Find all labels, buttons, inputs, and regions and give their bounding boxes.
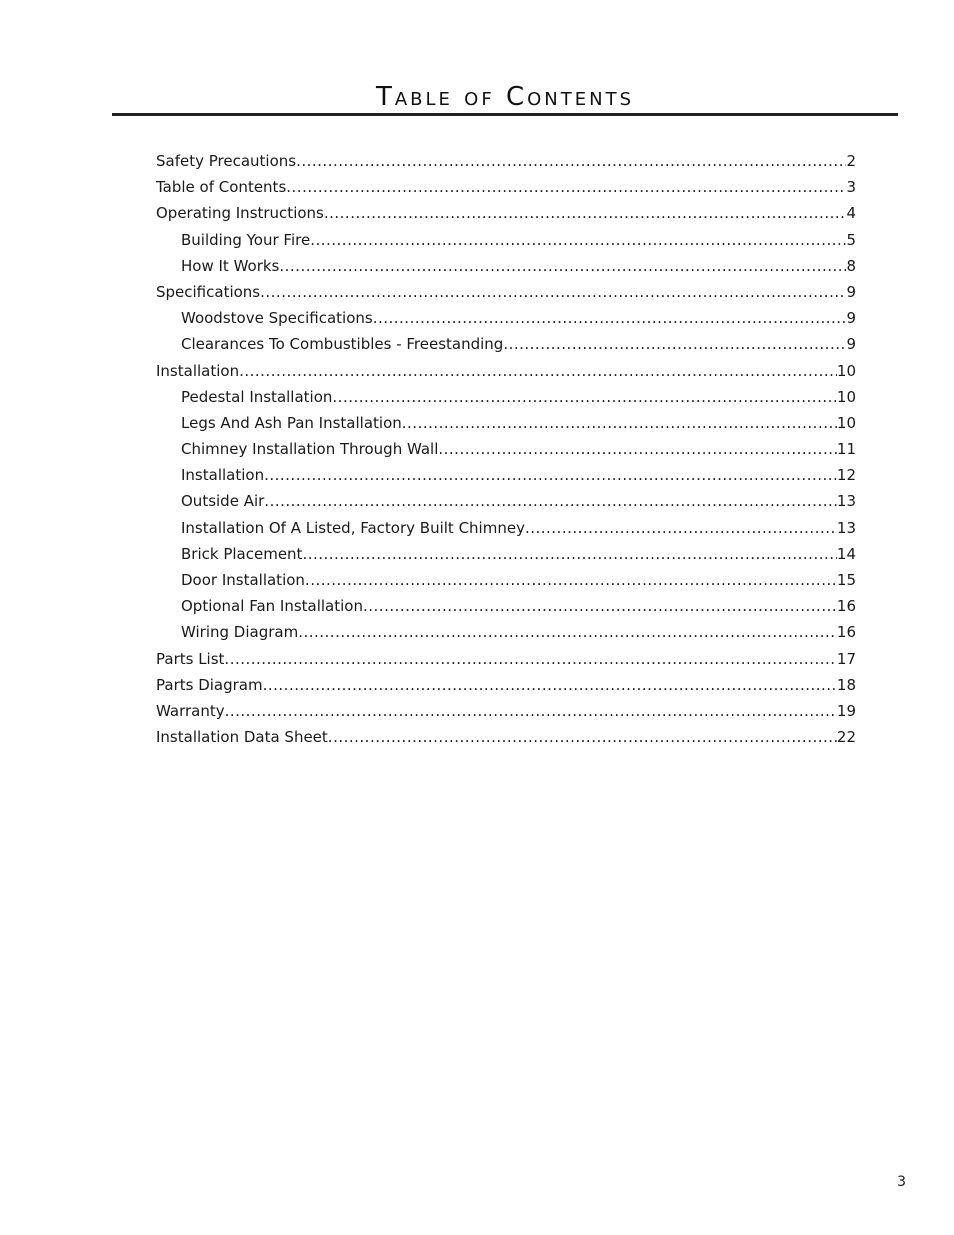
toc-leader-dots	[363, 593, 837, 619]
toc-leader-dots	[264, 462, 837, 488]
toc-entry-label: Door Installation	[181, 571, 305, 589]
toc-entry[interactable]	[156, 488, 856, 514]
toc-entry-page: 12	[836, 466, 856, 485]
toc-entry-page: 10	[836, 361, 856, 380]
toc-entry-page: 19	[836, 701, 856, 720]
toc-entry[interactable]	[156, 646, 856, 672]
toc-entry-page: 15	[836, 571, 856, 589]
toc-entry-page: 9	[846, 282, 856, 301]
toc-leader-dots	[332, 384, 837, 410]
toc-entry-page: 8	[846, 256, 856, 275]
toc-entry[interactable]	[156, 200, 856, 226]
toc-entry[interactable]	[156, 384, 856, 410]
toc-leader-dots	[286, 174, 846, 200]
toc-entry-page: 2	[846, 152, 856, 170]
toc-entry-label: Clearances To Combustibles - Freestanding	[181, 335, 504, 354]
table-of-contents	[156, 148, 856, 750]
toc-entry-label: Wiring Diagram	[181, 623, 299, 642]
toc-entry-label: Table of Contents	[156, 178, 287, 197]
title-underline	[112, 113, 898, 116]
toc-entry-page: 14	[836, 544, 856, 563]
toc-entry-label: Woodstove Specifications	[181, 309, 373, 328]
toc-leader-dots	[328, 724, 837, 750]
toc-leader-dots	[438, 436, 837, 462]
toc-entry-page: 13	[836, 518, 856, 537]
toc-entry[interactable]	[156, 567, 856, 593]
toc-entry[interactable]	[156, 593, 856, 619]
toc-entry-label: Installation Of A Listed, Factory Built Chimney	[181, 518, 525, 537]
toc-entry-label: Installation Data Sheet	[156, 728, 328, 747]
toc-entry-label: Safety Precautions	[156, 152, 297, 170]
toc-entry-label: How It Works	[181, 256, 280, 275]
toc-entry-label: Brick Placement	[181, 544, 303, 563]
toc-entry[interactable]	[156, 410, 856, 436]
toc-entry[interactable]	[156, 672, 856, 698]
toc-entry[interactable]	[156, 698, 856, 724]
toc-entry[interactable]	[156, 253, 856, 279]
toc-entry-label: Parts Diagram	[156, 675, 263, 694]
toc-entry-page: 22	[836, 728, 856, 747]
toc-entry-page: 4	[846, 204, 856, 223]
toc-entry-page: 9	[846, 309, 856, 328]
toc-leader-dots	[263, 672, 837, 698]
toc-leader-dots	[302, 541, 836, 567]
toc-leader-dots	[264, 488, 837, 514]
toc-entry[interactable]	[156, 331, 856, 357]
toc-entry-page: 9	[846, 335, 856, 354]
toc-leader-dots	[525, 515, 837, 541]
toc-leader-dots	[225, 698, 837, 724]
toc-entry-label: Outside Air	[181, 492, 265, 511]
toc-leader-dots	[402, 410, 837, 436]
toc-leader-dots	[224, 646, 836, 672]
toc-entry-page: 3	[846, 178, 856, 197]
toc-entry-page: 16	[836, 597, 856, 616]
toc-entry-label: Parts List	[156, 649, 225, 668]
toc-entry-label: Optional Fan Installation	[181, 597, 363, 616]
toc-entry-page: 18	[836, 675, 856, 694]
toc-entry-page: 5	[846, 230, 856, 249]
toc-leader-dots	[503, 331, 846, 357]
toc-leader-dots	[373, 305, 847, 331]
toc-entry[interactable]	[156, 541, 856, 567]
page-title: Table of Contents	[375, 82, 635, 112]
toc-entry[interactable]	[156, 358, 856, 384]
page-number: 3	[897, 1174, 906, 1190]
toc-entry[interactable]	[156, 227, 856, 253]
toc-entry-label: Installation	[156, 361, 240, 380]
toc-entry-page: 10	[836, 387, 856, 406]
toc-entry-label: Building Your Fire	[181, 230, 311, 249]
toc-entry-label: Warranty	[156, 701, 225, 720]
toc-leader-dots	[324, 200, 847, 226]
toc-entry-page: 11	[836, 440, 856, 459]
toc-entry-page: 16	[836, 623, 856, 642]
toc-entry[interactable]	[156, 724, 856, 750]
toc-entry[interactable]	[156, 619, 856, 645]
toc-entry-label: Operating Instructions	[156, 204, 324, 223]
toc-entry-label: Chimney Installation Through Wall	[181, 440, 439, 459]
toc-leader-dots	[239, 358, 837, 384]
toc-entry-page: 10	[836, 413, 856, 432]
toc-entry[interactable]	[156, 436, 856, 462]
toc-entry-label: Installation	[181, 466, 265, 485]
toc-entry[interactable]	[156, 515, 856, 541]
toc-entry[interactable]	[156, 148, 856, 174]
toc-entry[interactable]	[156, 305, 856, 331]
toc-leader-dots	[298, 619, 837, 645]
toc-leader-dots	[296, 148, 846, 174]
toc-entry-label: Pedestal Installation	[181, 387, 333, 406]
toc-leader-dots	[305, 567, 837, 593]
toc-leader-dots	[260, 279, 846, 305]
toc-entry-label: Legs And Ash Pan Installation	[181, 413, 402, 432]
toc-entry[interactable]	[156, 174, 856, 200]
toc-leader-dots	[279, 253, 846, 279]
toc-entry[interactable]	[156, 462, 856, 488]
toc-entry-page: 13	[836, 492, 856, 511]
toc-leader-dots	[310, 227, 846, 253]
toc-entry[interactable]	[156, 279, 856, 305]
toc-entry-page: 17	[836, 649, 856, 668]
toc-entry-label: Specifications	[156, 282, 261, 301]
